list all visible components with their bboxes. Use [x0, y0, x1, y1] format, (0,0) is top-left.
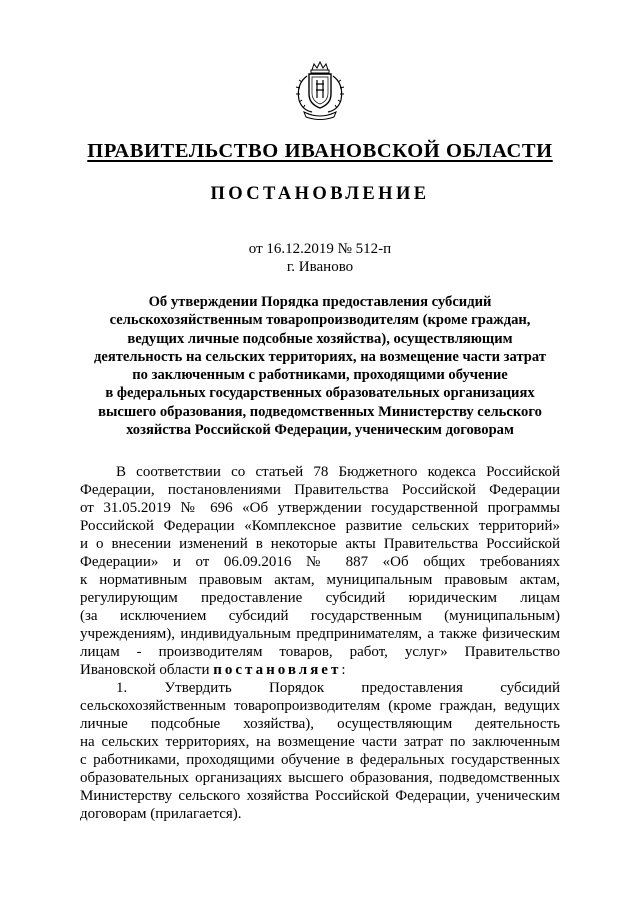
body-line: учреждениям), индивидуальным предпринимателям, а также физическим — [80, 626, 560, 642]
city-line: г. Иваново — [286, 259, 354, 275]
body-line: к нормативным правовым актам, муниципальным правовым актам, — [80, 572, 560, 588]
body-line: регулирующим предоставление субсидий юридическим лицам — [80, 590, 560, 606]
government-title: ПРАВИТЕЛЬСТВО ИВАНОВСКОЙ ОБЛАСТИ — [87, 140, 553, 162]
heading-line: в федеральных государственных образовательных организациях — [105, 385, 535, 402]
heading-line: Об утверждении Порядка предоставления субсидий — [148, 294, 492, 310]
heading-line: хозяйства Российской Федерации, ученическим договорам — [126, 422, 514, 439]
heading-line: ведущих личные подсобные хозяйства), осуществляющим — [127, 330, 513, 347]
body-line: Российской Федерации «Комплексное развитие сельских территорий» — [80, 518, 560, 534]
region-text: Ивановской области — [80, 662, 214, 678]
body-line: от 31.05.2019 № 696 «Об утверждении государственной программы — [80, 500, 560, 516]
document-type: ПОСТАНОВЛЕНИЕ — [210, 184, 430, 204]
body-line: и о внесении изменений в некоторые акты Правительства Российской — [80, 536, 560, 552]
body-line: (за исключением субсидий государственным (муниципальным) — [80, 608, 560, 624]
body-line: сельскохозяйственным товаропроизводителям (кроме граждан, ведущих — [80, 698, 560, 714]
colon: : — [341, 662, 346, 678]
body-line: договорам (прилагается). — [80, 806, 242, 822]
body-line: на сельских территориях, на возмещение части затрат по заключенным — [80, 734, 560, 750]
body-line: с работниками, проходящими обучение в федеральных государственных — [80, 752, 560, 768]
body-line: Федерации, постановлениями Правительства Российской Федерации — [80, 482, 560, 498]
body-line-resolution — [80, 661, 560, 679]
body-line: личные подсобные хозяйства), осуществляющим деятельность — [80, 716, 560, 732]
date-number-line: от 16.12.2019 № 512-п — [248, 241, 392, 257]
document-heading — [70, 293, 570, 439]
body-line: В соответствии со статьей 78 Бюджетного кодекса Российской — [116, 464, 560, 480]
body-line: лицам - производителям товаров, работ, услуг» Правительство — [80, 644, 560, 660]
body-line: образовательных организациях высшего образования, подведомственных — [80, 770, 560, 786]
body-line: Министерству сельского хозяйства Российской Федерации, ученическим — [80, 788, 560, 804]
body-line: Федерации» и от 06.09.2016 № 887 «Об общих требованиях — [80, 554, 560, 570]
coat-of-arms-icon — [290, 60, 350, 122]
heading-line: деятельность на сельских территориях, на возмещение части затрат — [93, 348, 547, 365]
heading-line: по заключенным с работниками, проходящими обучение — [132, 367, 508, 384]
heading-line: сельскохозяйственным товаропроизводителям (кроме граждан, — [109, 312, 531, 329]
resolves-word: постановляет — [213, 662, 342, 678]
body-line: 1. Утвердить Порядок предоставления субсидий — [116, 680, 560, 696]
heading-line: высшего образования, подведомственных Министерству сельского — [98, 403, 542, 420]
